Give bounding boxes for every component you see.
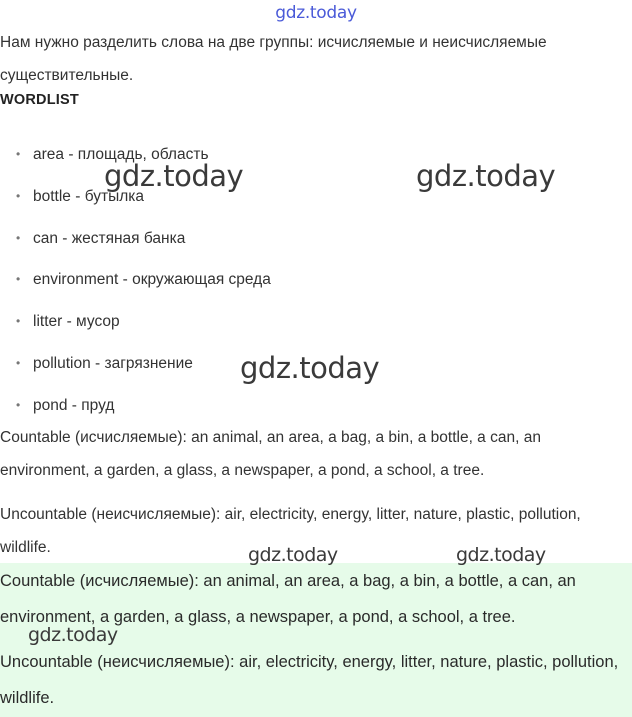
list-item-text: litter - мусор	[33, 313, 120, 331]
answer-uncountable-text: Uncountable (неисчисляемые): air, electricity, energy, litter, nature, plastic, pollution, wildlife.	[0, 653, 619, 707]
watermark: gdz.today	[456, 544, 546, 566]
countable-text: Countable (исчисляемые): an animal, an area, a bag, a bin, a bottle, a can, an environment, a garden, a glass, a newspaper, a pond, a school, a tree.	[0, 429, 541, 479]
bullet-icon: •	[16, 355, 21, 370]
bullet-icon: •	[16, 314, 21, 329]
list-item-text: pond - пруд	[33, 396, 115, 414]
watermark: gdz.today	[416, 159, 556, 193]
list-item-text: area - площадь, область	[33, 146, 209, 163]
list-item	[16, 305, 271, 347]
site-logo[interactable]: gdz.today	[275, 3, 357, 23]
wordlist-heading: WORDLIST	[0, 92, 79, 108]
intro-text: Нам нужно разделить слова на две группы: исчисляемые и неисчисляемые существительные.	[0, 34, 547, 84]
watermark: gdz.today	[248, 544, 338, 566]
list-item-text: pollution - загрязнение	[33, 354, 193, 372]
watermark: gdz.today	[28, 624, 118, 646]
bullet-icon: •	[16, 397, 21, 412]
list-item	[16, 222, 271, 264]
bullet-icon: •	[16, 230, 21, 245]
uncountable-text: Uncountable (неисчисляемые): air, electricity, energy, litter, nature, plastic, pollution, wildlife.	[0, 506, 581, 556]
list-item-text: environment - окружающая среда	[33, 271, 271, 289]
list-item	[16, 263, 271, 305]
list-item-text: can - жестяная банка	[33, 229, 186, 247]
bullet-icon: •	[16, 147, 21, 161]
answer-countable-text: Countable (исчисляемые): an animal, an area, a bag, a bin, a bottle, a can, an environment, a garden, a glass, a newspaper, a pond, a school, a tree.	[0, 572, 576, 626]
bullet-icon: •	[16, 272, 21, 287]
list-item-text: bottle - бутылка	[33, 187, 145, 205]
watermark: gdz.today	[104, 159, 244, 193]
bullet-icon: •	[16, 188, 21, 203]
list-item	[16, 347, 271, 389]
watermark: gdz.today	[240, 351, 380, 385]
